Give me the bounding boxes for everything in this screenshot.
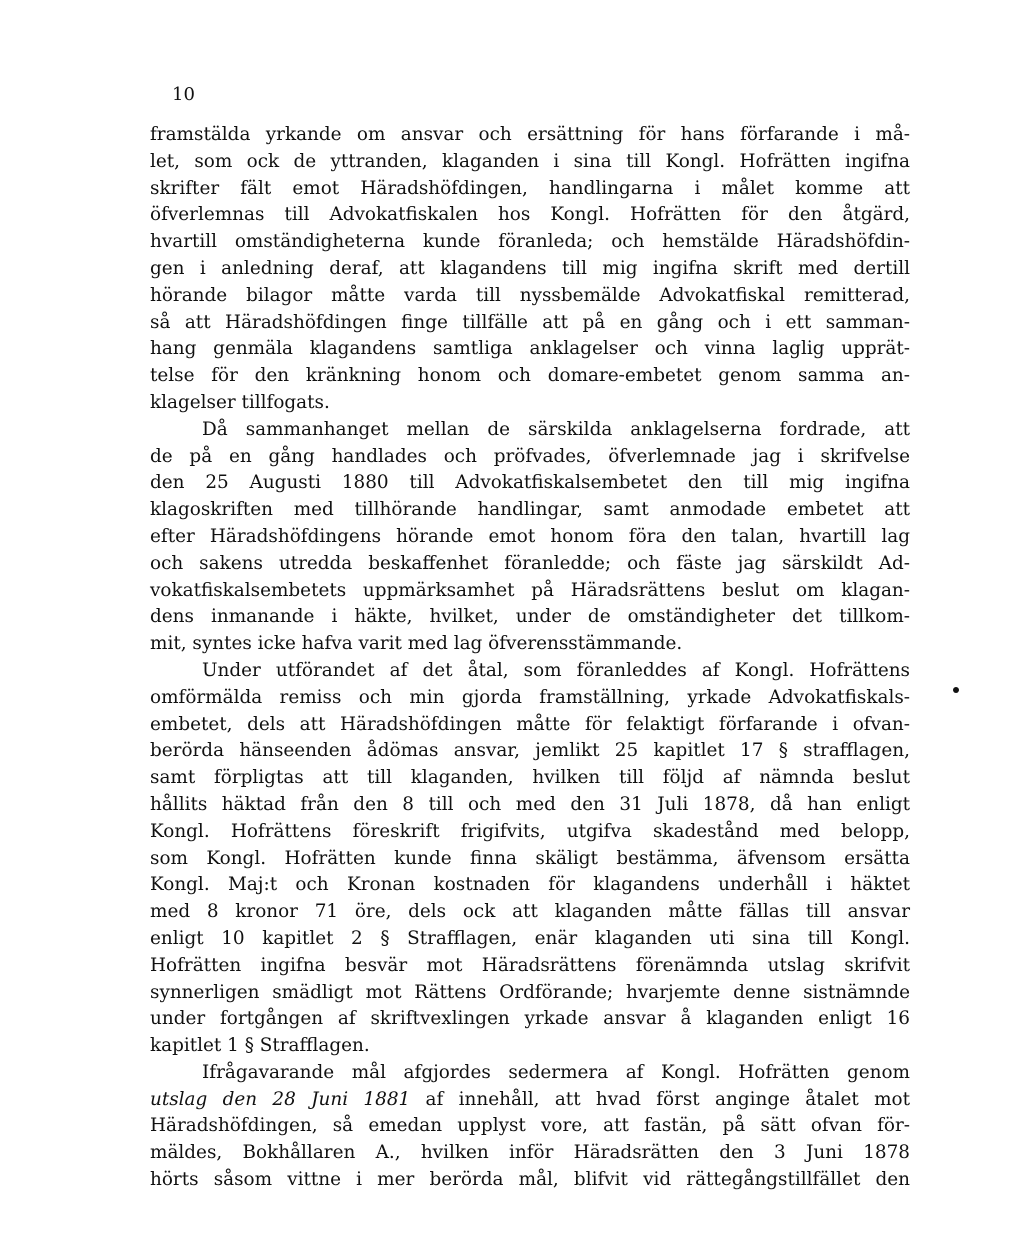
text-line: de på en gång handlades och pröfvades, öfverlemnade jag i skrifvelse — [150, 445, 910, 467]
body-text — [150, 122, 910, 1194]
margin-mark — [953, 687, 959, 693]
text-line-rest: af innehåll, att hvad först anginge åtalet mot — [410, 1088, 910, 1110]
text-line: klagoskriften med tillhörande handlingar, samt anmodade embetet att — [150, 499, 910, 521]
text-line: gen i anledning deraf, att klagandens till mig ingifna skrift med dertill — [150, 257, 910, 279]
text-line — [150, 1087, 910, 1114]
text-line: mit, syntes icke hafva varit med lag öfverensstämmande. — [150, 633, 683, 655]
text-line: klagelser tillfogats. — [150, 391, 330, 413]
text-line: hållits häktad från den 8 till och med den 31 Juli 1878, då han enligt — [150, 793, 910, 815]
text-line: embetet, dels att Häradshöfdingen måtte för felaktigt förfarande i ofvan- — [150, 713, 910, 735]
text-line: framstälda yrkande om ansvar och ersättning för hans förfarande i må- — [150, 124, 910, 145]
text-line: dens inmanande i häkte, hvilket, under de omständigheter det tillkom- — [150, 606, 910, 628]
text-line: let, som ock de yttranden, klaganden i sina till Kongl. Hofrätten ingifna — [150, 150, 910, 172]
text-line: efter Häradshöfdingens hörande emot honom föra den talan, hvartill lag — [150, 525, 910, 547]
text-line: telse för den kränkning honom och domare-embetet genom samma an- — [150, 365, 910, 387]
text-line: hörts såsom vittne i mer berörda mål, blifvit vid rättegångstillfället den — [150, 1169, 910, 1191]
text-line: samt förpligtas att till klaganden, hvilken till följd af nämnda beslut — [150, 767, 910, 789]
text-line: mäldes, Bokhållaren A., hvilken inför Häradsrätten den 3 Juni 1878 — [150, 1142, 910, 1164]
text-line: den 25 Augusti 1880 till Advokatfiskalsembetet den till mig ingifna — [150, 472, 910, 494]
text-line: berörda hänseenden ådömas ansvar, jemlikt 25 kapitlet 17 § strafflagen, — [150, 740, 910, 762]
text-line: omförmälda remiss och min gjorda framställning, yrkade Advokatfiskals- — [150, 686, 910, 708]
text-line: så att Häradshöfdingen finge tillfälle att på en gång och i ett samman- — [150, 311, 910, 333]
page-number: 10 — [172, 84, 195, 105]
text-line: hörande bilagor måtte varda till nyssbemälde Advokatfiskal remitterad, — [150, 284, 910, 306]
italic-citation: utslag den 28 Juni 1881 — [150, 1088, 411, 1110]
text-line: Hofrätten ingifna besvär mot Häradsrättens förenämnda utslag skrifvit — [150, 954, 910, 976]
text-line: synnerligen smädligt mot Rättens Ordförande; hvarjemte denne sistnämnde — [150, 981, 910, 1003]
text-line: skrifter fält emot Häradshöfdingen, handlingarna i målet komme att — [150, 177, 910, 199]
text-line: som Kongl. Hofrätten kunde finna skäligt bestämma, äfvensom ersätta — [150, 847, 910, 869]
text-line: under fortgången af skriftvexlingen yrkade ansvar å klaganden enligt 16 — [150, 1008, 910, 1030]
text-line: kapitlet 1 § Strafflagen. — [150, 1035, 370, 1057]
text-line: Häradshöfdingen, så emedan upplyst vore, att fastän, på sätt ofvan för- — [150, 1115, 910, 1137]
text-line: öfverlemnas till Advokatfiskalen hos Kongl. Hofrätten för den åtgärd, — [150, 204, 910, 226]
text-line: vokatfiskalsembetets uppmärksamhet på Häradsrättens beslut om klagan- — [150, 579, 910, 601]
text-line: Kongl. Hofrättens föreskrift frigifvits, utgifva skadestånd med belopp, — [150, 820, 910, 842]
paragraph-start-line: Ifrågavarande mål afgjordes sedermera af Kongl. Hofrätten genom — [202, 1061, 910, 1083]
text-line: hvartill omständigheterna kunde föranleda; och hemstälde Häradshöfdin- — [150, 231, 910, 253]
text-line: med 8 kronor 71 öre, dels ock att klaganden måtte fällas till ansvar — [150, 901, 910, 923]
text-line: och sakens utredda beskaffenhet föranledde; och fäste jag särskildt Ad- — [150, 552, 910, 574]
text-line: Kongl. Maj:t och Kronan kostnaden för klagandens underhåll i häktet — [150, 874, 910, 896]
paragraph-start-line: Under utförandet af det åtal, som föranleddes af Kongl. Hofrättens — [202, 659, 910, 681]
paragraph-start-line: Då sammanhanget mellan de särskilda anklagelserna fordrade, att — [202, 418, 910, 440]
text-line: hang genmäla klagandens samtliga anklagelser och vinna laglig upprät- — [150, 338, 910, 360]
text-line: enligt 10 kapitlet 2 § Strafflagen, enär klaganden uti sina till Kongl. — [150, 927, 910, 949]
